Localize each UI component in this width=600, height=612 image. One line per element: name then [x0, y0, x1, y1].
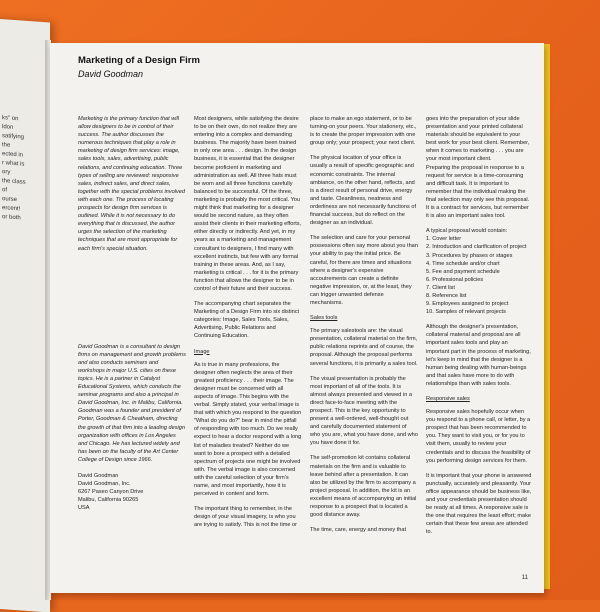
section-heading-image: Image [194, 348, 210, 355]
body-paragraph: The physical location of your office is usually a result of specific geographic and economic constraints. The internal ambiance, on the other hand, reflects, and is a direct result of personal drive, energy and taste. Cleanliness, neatness and orderliness are not necessarily functions of financial success, but do reflect on the designer as an individual. [310, 155, 417, 227]
address-line: David Goodman [78, 473, 119, 479]
body-paragraph: place to make an ego statement, or to be turning-on your peers. Your stationery, etc., is to create the proper impression with one group only; your prospect; your next client. [310, 116, 417, 147]
body-paragraph: As is true in many professions, the designer often neglects the area of their greatest proficiency . . . their image. The designer must be concerned with all aspects of image. This begins with the verbal. Simply stated, your verbal image is that with which you respond to the question "What do you do?" bear in mind the pitfall of responding with too much. Do we really expect to hear a doctor respond with a long list of maladies treated? Neither do we want to bore a prospect with a detailed spectrum of projects one might be involved with. The verbal image is also concerned with the careful selection of your firm's name, and most importantly, how it is perceived in content and form. [194, 361, 302, 498]
author-address [78, 472, 186, 512]
left-page-text-fragment: the [2, 142, 11, 149]
column-4 [426, 115, 532, 544]
body-paragraph: The visual presentation is probably the most important of all of the tools. It is almost always presented and viewed in a direct face-to-face meeting with the prospect. This is the key opportunity to present a well-ordered, well-thought out and carefully documented statement of who you are, what you have done, and who you have done it for. [310, 375, 418, 447]
body-paragraph: The selection and care for your personal possessions often say more about you than your ability to pay the initial price. Be careful, for there are times and situations where a designer's expensive accoutrements can create a definite negative impression, or, at the least, they can trigger unwanted defense mechanisms. [310, 235, 418, 306]
left-page-text-fragment: ected in [2, 151, 24, 159]
list-item: 1. Cover letter [426, 236, 462, 243]
list-item: 9. Employees assigned to project [426, 301, 509, 308]
list-item: 7. Client list [426, 284, 455, 291]
body-paragraph: The important thing to remember, in the design of your visual imagery, is who you are trying to satisfy. This is not the time or [194, 506, 298, 529]
left-page-text-fragment: ks" on [2, 115, 19, 123]
section-heading-sales-tools: Sales tools [310, 315, 338, 322]
list-item: 3. Procedures by phases or stages [426, 252, 513, 259]
list-intro: A typical proposal would contain: [426, 228, 508, 235]
body-paragraph: The time, care, energy and money that [310, 527, 407, 534]
left-page-text-fragment: ercent! [2, 205, 21, 213]
body-paragraph: The accompanying chart separates the Marketing of a Design Firm into six distinct categories: Image, Sales Tools, Sales, Advertising, Public Relations and Continuing Education. [194, 301, 300, 340]
list-item: 2. Introduction and clarification of project [426, 244, 527, 251]
proposal-list [426, 235, 532, 316]
author-bio: David Goodman is a consultant to design firms on management and growth problems and also conducts seminars and workshops in major U.S. cities on these topics. He is a partner in Catalyst Educational Systems, which conducts the seminar programs and also a principal in David Goodman, Inc. in Malibu, California. Goodman was a founder and president of Porter, Goodman & Cheatham, directing the growth of that firm into a leading design organization with offices in Los Angeles and Chicago. He has lectured widely and has been on the faculty of the Art Center College of Design since 1966. [78, 343, 186, 463]
left-page-text-fragment: satifying [2, 133, 25, 141]
column-1 [78, 115, 186, 512]
left-page-text-fragment: or both [2, 214, 21, 222]
list-item: 8. Reference list [426, 292, 467, 299]
address-line: Malibu, California 90265 [78, 497, 139, 504]
left-page-text-fragment: r what is [2, 160, 25, 168]
article-title: Marketing of a Design Firm [78, 55, 200, 66]
right-page [50, 43, 544, 593]
body-paragraph: The primary salestools are: the visual presentation, collateral material on the firm, public relations reprints and of course, the proposal. Although the proposal performs several functions, it is primarily a sales tool. [310, 328, 418, 367]
body-paragraph: goes into the preparation of your slide presentation and your printed collateral materials should be equivalent to your best work for your best client. Remember, when it comes to marketing . . . you are your most important client. Preparing the proposal in response to a request for service is a time-consuming and difficult task. It is important to remember that the individual making the final selection may only see this proposal. It is a contract for services, but remember it is also an important sales tool. [426, 116, 530, 220]
column-3 [310, 115, 418, 541]
body-paragraph: Most designers, while satisfying the desire to be on their own, do not realize they are entering into a complex and demanding business. The majority have been trained in only one area . . . design. In the design business, it is essential that the designer become proficient in marketing and administration as well. All three hats must be worn and all three functions carefully balanced to be successful. Of the three, marketing is probably the most critical. You might think that marketing for a designer would be second nature, as they often assist their clients in their marketing efforts, either directly or indirectly. And yet, in my years as a marketing and management consultant to designers, I find many with excellent instincts, but few with any formal training in these areas. And, as I say, marketing is critical . . . for it is the primary function that allows the designer to be in control of their future and their success. [194, 116, 302, 292]
left-page-text-fragment: ldon [2, 124, 14, 131]
left-page-text-fragment: ory [2, 169, 11, 176]
column-2 [194, 115, 302, 537]
list-item: 5. Fee and payment schedule [426, 268, 500, 275]
left-page [0, 18, 50, 612]
left-page-text-fragment: ourse [2, 196, 18, 204]
body-paragraph: Responsive sales hopefully occur when you respond to a phone call, or letter, by a prospect that has been recommended to you. They want to visit you, or for you to visit them, usually to review your credentials and to discuss the feasibility of you performing design services for them. [426, 409, 531, 464]
list-item: 6. Professional policies [426, 276, 484, 283]
body-paragraph: Although the designer's presentation, collateral material and proposal are all important sales tools and play an important part in the process of marketing, let's keep in mind that the designer is a human being dealing with human-beings and that sales have more to do with relationships than with sales tools. [426, 324, 531, 387]
left-page-text-fragment: of [2, 187, 8, 194]
intro-abstract: Marketing is the primary function that will allow designers to be in control of their success. The author discusses the numerous techniques that play a role in marketing of design firm services: image, sales tools, sales, advertising, public relations, and continuing education. Three types of selling are reviewed: responsive sales, indirect sales, and direct sales, together with the special problems involved with each one. The process of locating prospects for design firm services is outlined. While it is not necessary to do everything that is discussed, the author urges the selection of the marketing techniques that are most appropriate for each firm's special situation. [78, 116, 185, 252]
article-author: David Goodman [78, 69, 144, 79]
left-page-text-fragment: the class [2, 178, 26, 186]
page-number: 11 [521, 575, 528, 581]
list-item: 4. Time schedule and/or chart [426, 260, 500, 267]
list-item: 10. Samples of relevant projects [426, 309, 506, 316]
address-line: 6267 Paseo Canyon Drive [78, 489, 144, 496]
section-heading-responsive-sales: Responsive sales [426, 396, 470, 402]
yellow-page-edge [544, 44, 550, 589]
body-paragraph: The self-promotion kit contains collateral materials on the firm and is valuable to leave behind after a presentation. It can also be utilized by the firm to accompany a project proposal. In addition, the kit is an excellent means of accompanying an initial response to a prospect that is located a good distance away. [310, 455, 417, 519]
address-line: USA [78, 505, 90, 512]
address-line: David Goodman, Inc. [78, 481, 131, 488]
body-paragraph: It is important that your phone is answered punctually, accurately and pleasantly. Your office appearance should be business like, and your credentials presentation should be ready at all times. A responsive sale is the one that requires the least effort; make certain that these few areas are attended to. [426, 472, 532, 536]
